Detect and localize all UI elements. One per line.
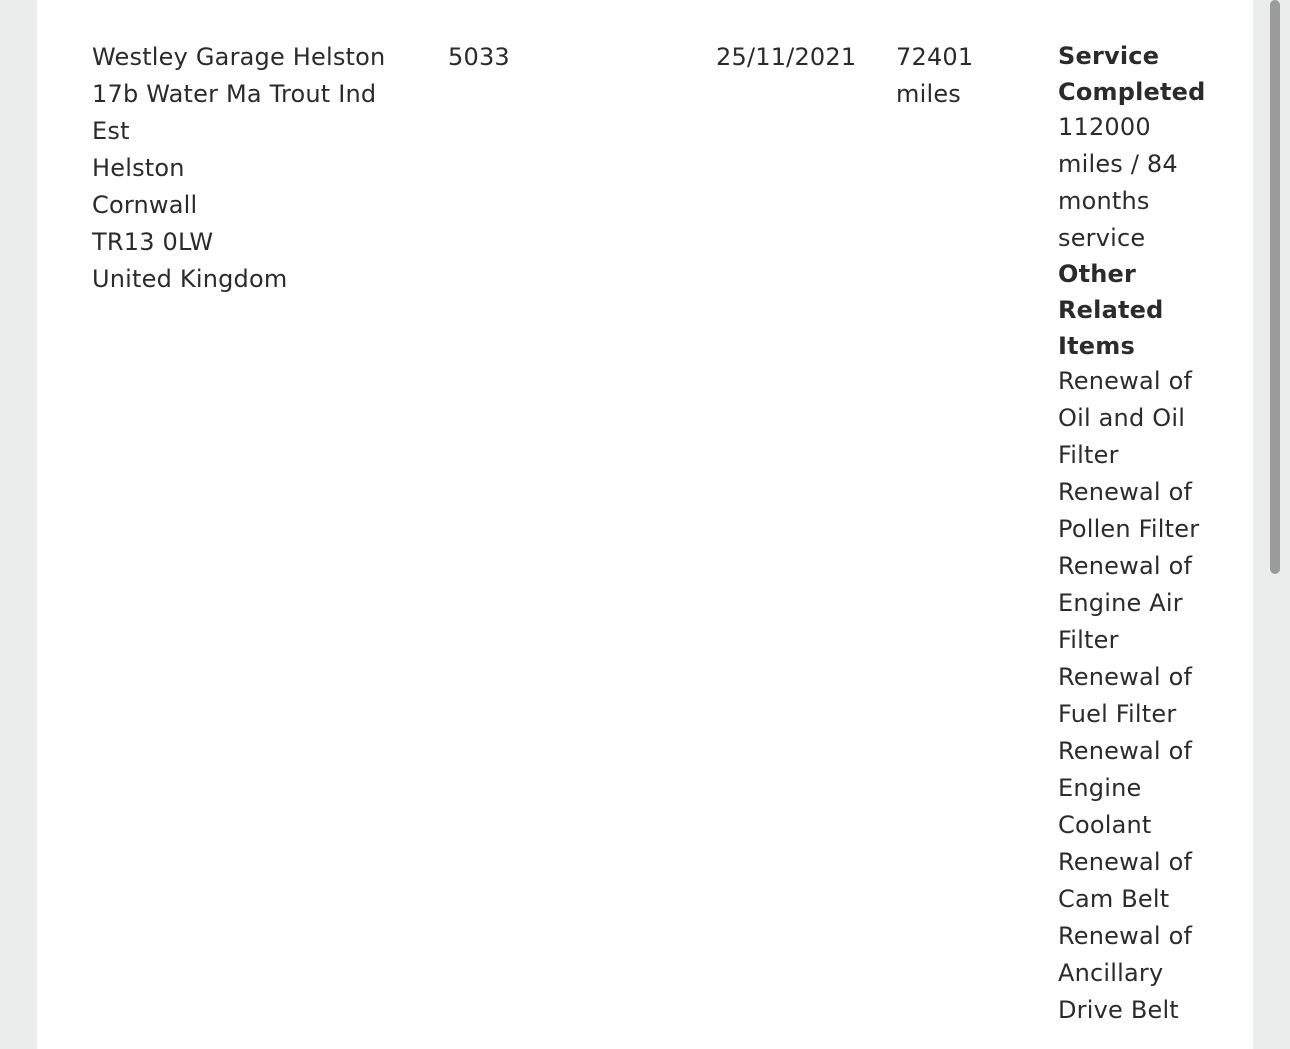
garage-address-line: 17b Water Ma Trout Ind	[92, 80, 377, 108]
garage-name: Westley Garage Helston	[92, 43, 386, 71]
dealer-number: 5033	[448, 43, 510, 71]
related-item	[1058, 918, 1218, 1029]
related-item	[1058, 474, 1218, 548]
garage-address-line: United Kingdom	[92, 265, 288, 293]
garage-address-line: Cornwall	[92, 191, 198, 219]
service-type-line: months	[1058, 187, 1150, 215]
related-item-line: Engine	[1058, 774, 1142, 802]
related-item-line: Cam Belt	[1058, 885, 1170, 913]
service-type-line: miles / 84	[1058, 150, 1178, 178]
service-type	[1058, 109, 1218, 257]
related-item-line: Renewal of	[1058, 478, 1193, 506]
related-item	[1058, 363, 1218, 474]
garage-address-line: TR13 0LW	[92, 228, 214, 256]
related-item-line: Renewal of	[1058, 922, 1193, 950]
service-details-cell	[1058, 39, 1218, 1029]
service-type-line: service	[1058, 224, 1146, 252]
related-item-line: Engine Air	[1058, 589, 1183, 617]
heading-line: Service	[1058, 42, 1160, 70]
heading-line: Items	[1058, 332, 1135, 360]
related-item	[1058, 659, 1218, 733]
other-related-items-heading	[1058, 256, 1218, 364]
service-type-line: 112000	[1058, 113, 1151, 141]
service-completed-heading	[1058, 38, 1218, 110]
related-item-line: Ancillary	[1058, 959, 1164, 987]
related-item-line: Fuel Filter	[1058, 700, 1177, 728]
related-item-line: Filter	[1058, 626, 1119, 654]
related-item-line: Filter	[1058, 441, 1119, 469]
related-item-line: Renewal of	[1058, 737, 1193, 765]
mileage-cell	[896, 39, 1006, 113]
garage-address-line: Helston	[92, 154, 185, 182]
related-item-line: Renewal of	[1058, 848, 1193, 876]
mileage-value: 72401	[896, 43, 974, 71]
related-item	[1058, 548, 1218, 659]
mileage-unit: miles	[896, 80, 961, 108]
related-item-line: Renewal of	[1058, 552, 1193, 580]
heading-line: Completed	[1058, 78, 1206, 106]
heading-line: Other	[1058, 260, 1137, 288]
related-item-line: Renewal of	[1058, 663, 1193, 691]
related-item-line: Pollen Filter	[1058, 515, 1200, 543]
garage-cell	[92, 39, 432, 298]
related-item-line: Coolant	[1058, 811, 1152, 839]
heading-line: Related	[1058, 296, 1164, 324]
vertical-scrollbar[interactable]	[1270, 0, 1280, 574]
related-item-line: Oil and Oil	[1058, 404, 1186, 432]
service-record-row	[37, 0, 1253, 1049]
related-item-line: Renewal of	[1058, 367, 1193, 395]
related-item	[1058, 844, 1218, 918]
garage-address-line: Est	[92, 117, 130, 145]
service-date: 25/11/2021	[716, 43, 857, 71]
related-item-line: Drive Belt	[1058, 996, 1179, 1024]
related-item	[1058, 733, 1218, 844]
